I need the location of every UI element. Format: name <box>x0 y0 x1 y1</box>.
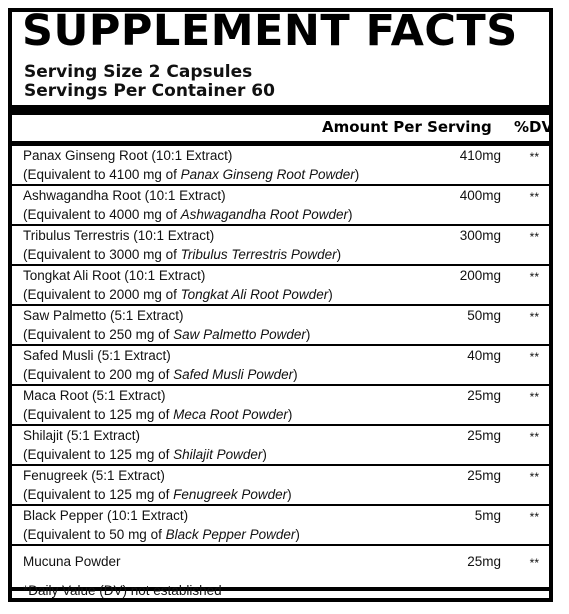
ingredient-amount: 25mg <box>467 388 501 403</box>
ingredient-equivalent: (Equivalent to 50 mg of Black Pepper Powder) <box>23 527 300 542</box>
ingredient-row <box>12 346 549 386</box>
daily-value-header: %DV <box>514 118 554 136</box>
ingredient-amount: 200mg <box>459 268 501 283</box>
ingredient-name: Shilajit (5:1 Extract) <box>23 428 141 443</box>
ingredient-name: Panax Ginseng Root (10:1 Extract) <box>23 148 233 163</box>
ingredient-row <box>12 466 549 506</box>
ingredient-row <box>12 226 549 266</box>
ingredient-equivalent: (Equivalent to 250 mg of Saw Palmetto Powder) <box>23 327 311 342</box>
ingredient-name: Mucuna Powder <box>23 554 121 569</box>
ingredient-source: Panax Ginseng Root Powder <box>180 167 355 182</box>
ingredient-dv: ** <box>529 150 539 164</box>
ingredient-name: Safed Musli (5:1 Extract) <box>23 348 171 363</box>
ingredient-source: Shilajit Powder <box>173 447 263 462</box>
ingredient-amount: 400mg <box>459 188 501 203</box>
ingredient-amount: 50mg <box>467 308 501 323</box>
serving-size: Serving Size 2 Capsules <box>24 62 253 82</box>
ingredient-name: Maca Root (5:1 Extract) <box>23 388 166 403</box>
servings-per-container: Servings Per Container 60 <box>24 81 275 101</box>
ingredient-amount: 5mg <box>474 508 501 523</box>
ingredient-row <box>12 266 549 306</box>
ingredient-row <box>12 306 549 346</box>
ingredient-dv: ** <box>529 430 539 444</box>
ingredient-dv: ** <box>529 390 539 404</box>
ingredient-dv: ** <box>529 556 539 570</box>
ingredient-amount: 25mg <box>467 554 501 569</box>
ingredient-source: Ashwagandha Root Powder <box>180 207 348 222</box>
ingredient-equivalent: (Equivalent to 4100 mg of Panax Ginseng Root Powder) <box>23 167 360 182</box>
ingredient-row <box>12 506 549 546</box>
amount-per-serving-header: Amount Per Serving <box>322 118 492 136</box>
ingredient-dv: ** <box>529 310 539 324</box>
panel-title: SUPPLEMENT FACTS <box>22 6 518 56</box>
ingredient-dv: ** <box>529 230 539 244</box>
ingredient-source: Tongkat Ali Root Powder <box>180 287 329 302</box>
ingredient-source: Fenugreek Powder <box>173 487 288 502</box>
ingredient-name: Tongkat Ali Root (10:1 Extract) <box>23 268 206 283</box>
ingredient-source: Tribulus Terrestris Powder <box>180 247 337 262</box>
ingredient-amount: 410mg <box>459 148 501 163</box>
ingredient-row <box>12 426 549 466</box>
ingredient-dv: ** <box>529 350 539 364</box>
ingredient-equivalent: (Equivalent to 200 mg of Safed Musli Powder) <box>23 367 298 382</box>
ingredient-amount: 25mg <box>467 468 501 483</box>
ingredient-equivalent: (Equivalent to 125 mg of Fenugreek Powder) <box>23 487 292 502</box>
thick-divider <box>12 105 549 115</box>
ingredient-amount: 40mg <box>467 348 501 363</box>
supplement-facts-panel <box>8 8 553 602</box>
ingredient-source: Black Pepper Powder <box>165 527 296 542</box>
ingredient-dv: ** <box>529 270 539 284</box>
ingredient-amount: 25mg <box>467 428 501 443</box>
ingredient-name: Tribulus Terrestris (10:1 Extract) <box>23 228 215 243</box>
ingredient-list <box>12 146 549 591</box>
ingredient-dv: ** <box>529 510 539 524</box>
ingredient-row <box>12 186 549 226</box>
ingredient-amount: 300mg <box>459 228 501 243</box>
ingredient-row <box>12 386 549 426</box>
ingredient-name: Black Pepper (10:1 Extract) <box>23 508 189 523</box>
ingredient-equivalent: (Equivalent to 3000 mg of Tribulus Terrestris Powder) <box>23 247 342 262</box>
ingredient-name: Saw Palmetto (5:1 Extract) <box>23 308 184 323</box>
ingredient-source: Saw Palmetto Powder <box>173 327 306 342</box>
ingredient-row <box>12 146 549 186</box>
ingredient-equivalent: (Equivalent to 4000 mg of Ashwagandha Root Powder) <box>23 207 353 222</box>
ingredient-equivalent: (Equivalent to 125 mg of Shilajit Powder) <box>23 447 267 462</box>
daily-value-footnote: *Daily Value (DV) not established <box>23 583 222 598</box>
ingredient-dv: ** <box>529 470 539 484</box>
ingredient-source: Meca Root Powder <box>173 407 288 422</box>
ingredient-equivalent: (Equivalent to 125 mg of Meca Root Powder) <box>23 407 293 422</box>
ingredient-dv: ** <box>529 190 539 204</box>
ingredient-source: Safed Musli Powder <box>173 367 294 382</box>
ingredient-name: Fenugreek (5:1 Extract) <box>23 468 165 483</box>
ingredient-name: Ashwagandha Root (10:1 Extract) <box>23 188 226 203</box>
ingredient-equivalent: (Equivalent to 2000 mg of Tongkat Ali Root Powder) <box>23 287 333 302</box>
